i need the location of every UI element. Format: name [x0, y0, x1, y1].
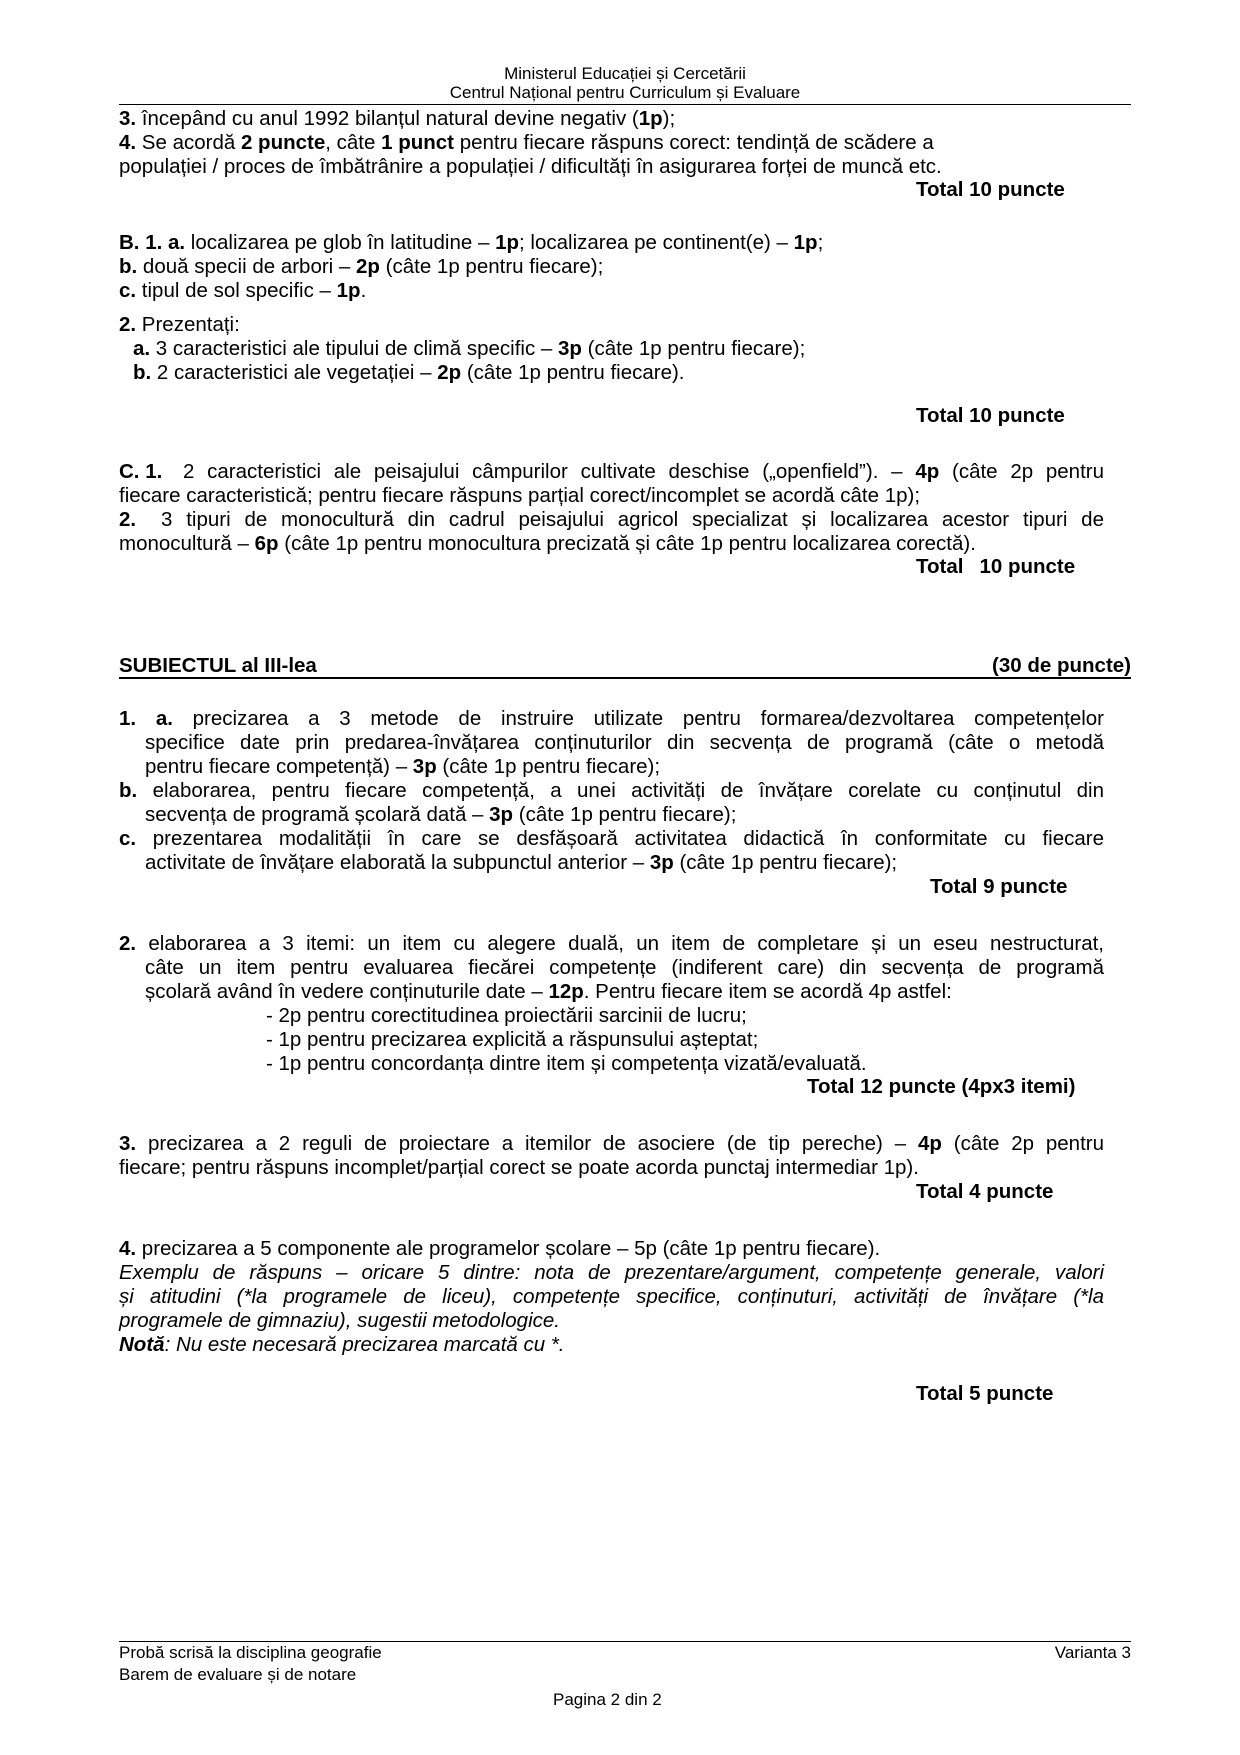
- q4-note: Notă: Nu este necesară precizarea marcată cu *.: [119, 1333, 565, 1356]
- a-item-4-cont: populației / proces de îmbătrânire a populației / dificultăți în asigurarea forței de muncă etc.: [119, 155, 942, 178]
- c-2: 3 tipuri de monocultură din cadrul peisajului agricol specializat și localizarea acestor tipuri de: [161, 508, 1104, 531]
- footer-page-number: Pagina 2 din 2: [553, 1690, 662, 1709]
- b-1c: c. tipul de sol specific – 1p.: [119, 279, 367, 302]
- q1c-cont: activitate de învățare elaborată la subpunctul anterior – 3p (câte 1p pentru fiecare);: [145, 851, 898, 874]
- footer-barem: Barem de evaluare și de notare: [119, 1665, 357, 1684]
- a-item-3: 3. începând cu anul 1992 bilanțul natural devine negativ (1p);: [119, 107, 676, 130]
- header-ministry: Ministerul Educației și Cercetării: [504, 64, 746, 83]
- q2-cont2: școlară având în vedere conținuturile date – 12p. Pentru fiecare item se acordă 4p astfel:: [145, 980, 952, 1003]
- q2-list-item: - 1p pentru precizarea explicită a răspunsului așteptat;: [266, 1028, 759, 1051]
- q3-cont: fiecare; pentru răspuns incomplet/parțial corect se poate acorda punctaj intermediar 1p).: [119, 1156, 919, 1179]
- footer-exam-name: Probă scrisă la disciplina geografie: [119, 1643, 382, 1662]
- c-1-num: C. 1.: [119, 460, 163, 483]
- header-center: Centrul Național pentru Curriculum și Evaluare: [449, 83, 801, 102]
- b-2: 2. Prezentați:: [119, 313, 240, 336]
- q1a-cont1: specifice date prin predarea-învățarea conținuturilor din secvența de programă (câte o metodă: [145, 731, 1104, 754]
- q3-total: Total 4 puncte: [916, 1180, 1054, 1203]
- c-total: Total 10 puncte: [916, 555, 1076, 578]
- c-1: 2 caracteristici ale peisajului câmpurilor cultivate deschise („openfield”). – 4p (câte 2p pentru: [183, 460, 1105, 483]
- q4: 4. precizarea a 5 componente ale programelor școlare – 5p (câte 1p pentru fiecare).: [119, 1237, 881, 1260]
- q4-example-1: Exemplu de răspuns – oricare 5 dintre: nota de prezentare/argument, competențe generale, valori: [119, 1261, 1104, 1284]
- b-total: Total 10 puncte: [916, 404, 1065, 427]
- q1b: b. elaborarea, pentru fiecare competență, a unei activități de învățare corelate cu conținutul din: [119, 779, 1104, 802]
- a-item-4: 4. Se acordă 2 puncte, câte 1 punct pentru fiecare răspuns corect: tendință de scădere a: [119, 131, 934, 154]
- c-2-num: 2.: [119, 508, 137, 531]
- q2-list-item: - 1p pentru concordanța dintre item și competența vizată/evaluată.: [266, 1052, 867, 1075]
- q3: 3. precizarea a 2 reguli de proiectare a itemilor de asociere (de tip pereche) – 4p (câte 2p pentru: [119, 1132, 1104, 1155]
- q2-cont1: câte un item pentru evaluarea fiecărei competențe (indiferent care) din secvența de programă: [145, 956, 1104, 979]
- subject-3-heading: SUBIECTUL al III-lea (30 de puncte): [119, 654, 1131, 677]
- b-1b: b. două specii de arbori – 2p (câte 1p pentru fiecare);: [119, 255, 604, 278]
- c-1-cont: fiecare caracteristică; pentru fiecare răspuns parțial corect/incomplet se acordă câte 1p);: [119, 484, 921, 507]
- q4-total: Total 5 puncte: [916, 1382, 1054, 1405]
- q1b-cont: secvența de programă școlară dată – 3p (câte 1p pentru fiecare);: [145, 803, 737, 826]
- q1a: 1. a. precizarea a 3 metode de instruire utilizate pentru formarea/dezvoltarea competențelor: [119, 707, 1105, 730]
- footer-rule: [119, 1641, 1131, 1642]
- b-1a: B. 1. a. localizarea pe glob în latitudine – 1p; localizarea pe continent(e) – 1p;: [119, 231, 824, 254]
- b-2a: a. 3 caracteristici ale tipului de climă specific – 3p (câte 1p pentru fiecare);: [133, 337, 806, 360]
- q4-example-3: programele de gimnaziu), sugestii metodologice.: [119, 1309, 560, 1332]
- q1c: c. prezentarea modalității în care se desfășoară activitatea didactică în conformitate cu fiecare: [119, 827, 1104, 850]
- q2-list-item: - 2p pentru corectitudinea proiectării sarcinii de lucru;: [266, 1004, 747, 1027]
- header-rule: [119, 104, 1131, 105]
- q2: 2. elaborarea a 3 itemi: un item cu alegere duală, un item de completare și un eseu nestructurat,: [119, 932, 1104, 955]
- a-total: Total 10 puncte: [916, 178, 1065, 201]
- q4-example-2: și atitudini (*la programele de liceu), competențe specifice, conținuturi, activități de învățare (*la: [119, 1285, 1104, 1308]
- q1a-cont2: pentru fiecare competență) – 3p (câte 1p pentru fiecare);: [145, 755, 661, 778]
- footer-variant: Varianta 3: [1054, 1643, 1131, 1662]
- q2-total: Total 12 puncte (4px3 itemi): [807, 1075, 1076, 1098]
- c-2-cont: monocultură – 6p (câte 1p pentru monocultura precizată și câte 1p pentru localizarea corectă).: [119, 532, 976, 555]
- b-2b: b. 2 caracteristici ale vegetației – 2p (câte 1p pentru fiecare).: [133, 361, 685, 384]
- q1-total: Total 9 puncte: [930, 875, 1068, 898]
